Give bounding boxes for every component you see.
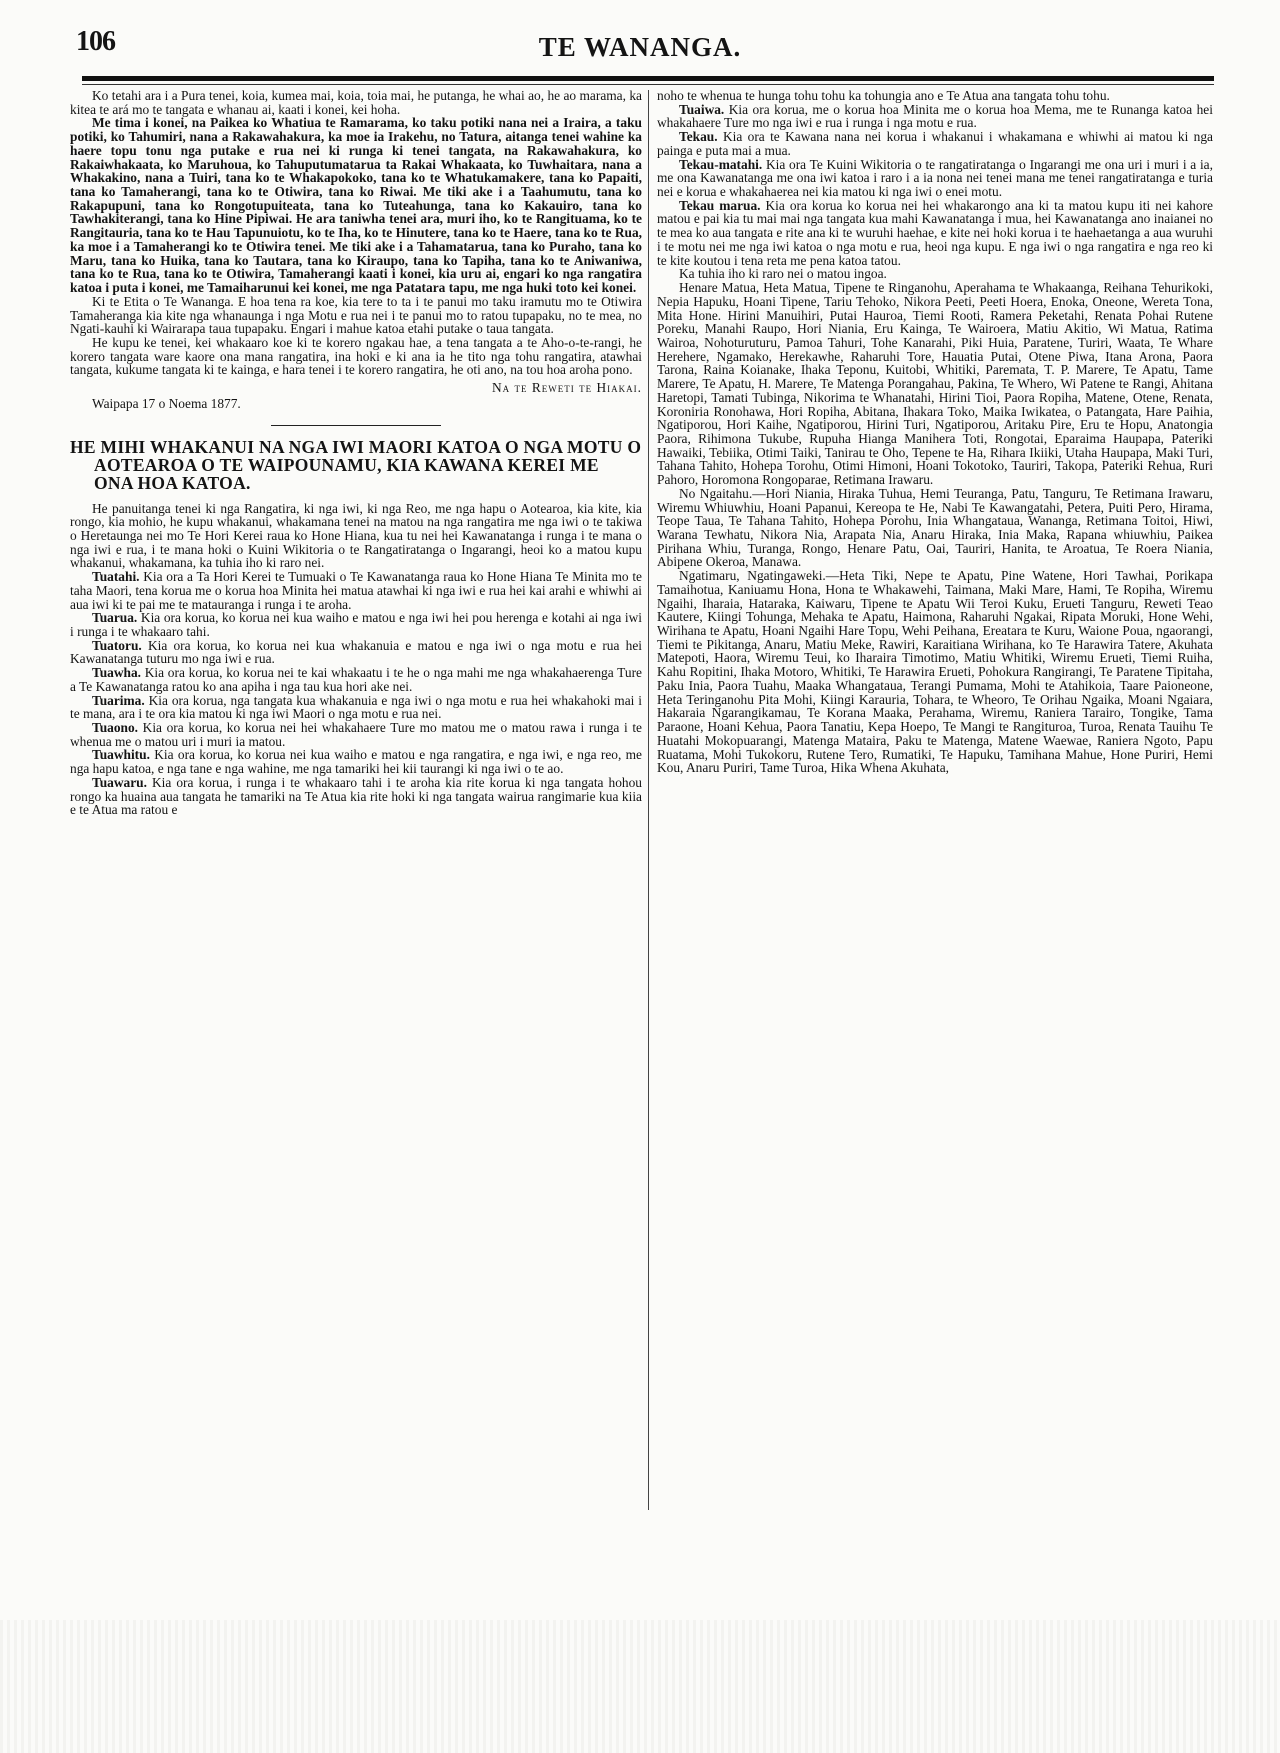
paragraph-text: Kia ora Te Kuini Wikitoria o te rangatiratanga o Ingarangi me ona uri i muri i a ia, me ona Kawanatanga me ona iwi katoa i raro i a ia nona nei tenei mana me tenei rangatiratanga e turia nei e korua e whakahaerea nei kia matou ki nga iwi o enei motu. (657, 156, 1213, 200)
numbered-paragraph (70, 666, 642, 693)
paragraph-text: Kia ora korua, me o korua hoa Minita me o korua hoa Mema, me te Runanga katoa hei whakahaere Ture mo nga iwi e rua i runga i nga motu e rua. (657, 101, 1213, 131)
header-rule-thick (82, 76, 1214, 81)
section-heading: HE MIHI WHAKANUI NA NGA IWI MAORI KATOA O NGA MOTU O AOTEAROA O TE WAIPOUNAMU, KIA KAWANA KEREI ME ONA HOA KATOA. (70, 436, 642, 493)
numbered-paragraph (70, 776, 642, 817)
numbered-paragraph (70, 721, 642, 748)
paragraph-text: Kia ora korua, ko korua nei te kai whakaatu i te he o nga mahi me nga whakahaerenga Ture a Te Kawanatanga ratou ko ana apiha i nga tau kua hori ake nei. (70, 665, 642, 694)
paragraph-lead: Tuarua. (92, 610, 138, 626)
page-number: 106 (76, 26, 115, 57)
right-column (657, 89, 1213, 775)
paragraph-text: Kia ora korua ko korua nei hei whakarongo ana ki ta matou kupu iti nei kahore matou e pai kia tu mai mai nga tangata kua mahi Kawanatanga i mua, hei Kawanatanga ano inaianei no te mea ko aua tangata e rite ana ki te wuruhi haehae, e kite nei hoki korua i te haehaetanga a aua wuruhi i te motu nei me nga iwi katoa o nga motu e rua, heoi nga kupu. E nga iwi o nga rangatira e nga reo ki te kite koutou i tena reta me pena katoa tatou. (657, 197, 1213, 268)
article-paragraph: Me tima i konei, na Paikea ko Whatiua te Ramarama, ko taku potiki nana nei a Iraira, a taku potiki, ko Tahumiri, nana a Rakawahakura, ka moe ia Irakehu, no Tatura, aitanga tenei wahine ka haere topu tonu nga putake e rua nei ki runga ki tenei tangata, na Rakawahakura, ko Rakaiwhakaata, ko Maruhoua, ko Tahuputumatarua ta Rakai Whakaata, ko Tuwhaitara, nana a Whakakino, nana a Tuiri, tana ko te Whakapokoko, tana ko te Whatukamakere, tana ko Papaiti, tana ko Tamaherangi, tana ko te Otiwira, tana ko Riwai. Me tiki ake i a Taahumutu, tana ko Rakapupuni, tana ko Rongotupuiteata, tana ko Tuteahunga, tana ko Kakauiro, tana ko Tawhakiterangi, tana ko Hine Pipiwai. He ara taniwha tenei ara, muri iho, ko te Rangituama, ko te Rangitauria, tana ko te Hau Tapunuiotu, ko te Iha, ko te Hinutere, tana ko te Haere, tana ko te Rua, ka moe i a Tamaherangi ko te Otiwira tenei. Me tiki ake i a Tahamatarua, tana ko Puraho, tana ko Maru, tana ko Huika, tana ko Tautara, tana ko Kiraupo, tana ko Tapiha, tana ko te Aniwaniwa, tana ko te Rua, tana ko te Otiwira, Tamaherangi kaati i konei, kia uru ai, engari ko nga rangatira katoa i puta i konei, me Tamaiharunui kei konei, me nga Patatara tapu, me nga huki toto kei konei. (70, 115, 642, 296)
article-paragraph: Ki te Etita o Te Wananga. E hoa tena ra koe, kia tere to ta i te panui mo taku iramutu mo te Otiwira Tamaheranga kia kite nga whanaunga i nga Motu e rua nei i te panui mo to ratou tupapaku, no te mea, no Ngati-kauhi ki Wairarapa taua tupapaku. Engari i mahue katoa etahi putake o taua tangata. (70, 293, 642, 337)
paragraph-text: Kia ora te Kawana nana nei korua i whakanui i whakamana e whiwhi ai matou ki nga painga e puta mai a mua. (657, 129, 1214, 158)
paragraph-lead: Tekau-matahi. (679, 156, 763, 172)
numbered-paragraph (657, 103, 1213, 130)
signatory-list-ngatimaru: Ngatimaru, Ngatingaweki.—Heta Tiki, Nepe te Apatu, Pine Watene, Hori Tawhai, Porikapa Tamaihotua, Kaniuamu Hona, Hona te Whakawehi, Taimana, Maki Mare, Hami, Te Ropiha, Wiremu Ngaihi, Iharaia, Hataraka, Kaiwaru, Tipene te Apatu Wii Teroi Kuku, Erueti Tanguru, Reweti Teao Kautere, Kiingi Tohunga, Mehaka te Apatu, Haimona, Raharuhi Ngakai, Ripata Moruki, Hone Wehi, Wirihana te Apatu, Hoani Ngaihi Hare Topu, Wehi Peihana, Ereatara te Kuru, Waione Poua, ngaorangi, Tiemi te Pikitanga, Anaru, Matiu Meke, Rawiri, Karaitiana Wirihana, ko Te Harawira Tatere, Akuhata Matepoti, Haora, Wiremu Teui, ko Iharaira Timotimo, Matiu Whitiki, Wiremu Erueti, Tiemi Ruiha, Kahu Ropitini, Ihaka Motoro, Whitiki, Te Harawira Erueti, Pohokura Rangirangi, Te Paratene Tipitaha, Paku Inia, Paora Tuahu, Maaka Whangataua, Terangi Pumama, Mohi te Atahikoia, Taare Paioneone, Heta Teringanohu Pita Mohi, Kiingi Karauria, Tohara, te Wheoro, Te Orihau Ngaika, Moani Ngaiara, Hakaraia Ngarangikamau, Te Korana Maaka, Perahama, Wiremu, Raniera Tarairo, Tongike, Tama Paraone, Hoani Kehua, Paora Tanatiu, Kepa Hoepo, Te Mangi te Rangituroa, Turoa, Renata Tauihu Te Huatahi Mokopuarangi, Matenga Mataira, Paku te Matenga, Matene Waewae, Raniera Ngoto, Papu Ruatama, Mohi Tukokoru, Rutene Tero, Rumatiki, Te Hapuku, Tamihana Mahue, Hone Puriri, Hemi Kou, Anaru Puriri, Tame Turoa, Hika Whena Akuhata, (657, 568, 1213, 776)
paragraph-lead: Tuaiwa. (679, 101, 725, 117)
numbered-paragraph (70, 611, 642, 638)
paragraph-lead: Tekau. (679, 129, 718, 145)
numbered-paragraph (70, 570, 642, 611)
numbered-paragraph (657, 130, 1213, 157)
masthead-title: TE WANANGA. (538, 32, 742, 62)
section-rule (271, 425, 441, 426)
continuation-paragraph: noho te whenua te hunga tohu tohu ka tohungia ano e Te Atua ana tangata tohu tohu. (657, 88, 1110, 103)
signature: Na te Reweti te Hiakai. (492, 380, 642, 396)
paragraph-lead: Tuatoru. (92, 637, 142, 653)
article-paragraph: Ko tetahi ara i a Pura tenei, koia, kumea mai, koia, toia mai, he putanga, he whai ao, he ao marama, ka kitea te ará mo te tangata e whanau ai, kaati i konei, kei hoha. (70, 88, 642, 117)
paragraph-text: Kia ora korua, i runga i te whakaaro tahi i te aroha kia rite korua ki nga tangata hohou rongo ka huaina aua tangata he tamariki na Te Atua kia rite hoki ki nga tangata wairua rangimarie kua kiia e te Atua ma ratou e (70, 774, 642, 818)
paragraph-text: Kia ora korua, ko korua nei hei whakahaere Ture mo matou me o matou rawa i runga i te whenua me o matou uri i muri ia matou. (70, 720, 642, 749)
article-paragraph: He kupu ke tenei, kei whakaaro koe ki te korero ngakau hae, a tena tangata a te Aho-o-te-rangi, he korero tangata ware kaore ona mana rangatira, ina hoki e ki ana ia he tito nga tohu rangatira, atawhai tangata, kukume tangata ki te kainga, e hara tenei i te korero rangatira, he oti ano, na tou hoa aroha pono. (70, 334, 642, 378)
paragraph-text: Kia ora korua, nga tangata kua whakanuia e nga iwi o nga motu e rua hei whakahoki mai i te mana, ara i te ora kia matou ki nga iwi Maori o nga motu e rua nei. (70, 692, 642, 722)
paragraph-lead: Tekau marua. (679, 197, 761, 213)
paragraph-lead: Tuatahi. (92, 569, 140, 585)
paragraph-text: Kia ora a Ta Hori Kerei te Tumuaki o Te Kawanatanga raua ko Hone Hiana Te Minita mo te taha Maori, tena korua me o korua hoa Minita hei matua atawhai ki nga iwi e rua hei kai arahi e whiwhi ai aua iwi ki te pai me te matauranga i runga i te aroha. (70, 569, 642, 612)
dateline: Waipapa 17 o Noema 1877. (92, 395, 241, 411)
left-column (70, 89, 642, 817)
signatory-list: Henare Matua, Heta Matua, Tipene te Ringanohu, Aperahama te Whakaanga, Reihana Tehurikoki, Nepia Hapuku, Hoani Tipene, Tariu Tehoko, Nikora Peeti, Peeti Hoera, Enoka, Oneone, Wereta Tona, Mita Hone. Hirini Manuihiri, Putai Hauroa, Tiemi Rooti, Ramera Peketahi, Renata Pohai Rutene Poreku, Manahi Raupo, Hori Niania, Eru Kainga, Te Wairoera, Matiu Akitio, Wi Matua, Ratima Wairoa, Nohoturuturu, Pamoa Tahuri, Tohe Kanarahi, Piki Huia, Paratene, Turiri, Waata, Te Whare Herehere, Ngamako, Herekawhe, Raharuhi Tore, Hauatia Putai, Otene Piwa, Itana Arona, Paora Tarona, Raina Koianake, Ihaka Teponu, Kuitobi, Whitiki, Paremata, T. P. Marere, Te Apatu, Tame Marere, Te Apatu, H. Marere, Te Matenga Porangahau, Pakina, Te Whero, Wi Patene te Rangi, Ahitana Haretopi, Tamati Tubinga, Nikorima te Whanatahi, Hirini Tioi, Paora Ropiha, Matene, Otene, Renata, Koroniria Ronohawa, Hori Ropiha, Abitana, Ihakara Toko, Maika Iwikatea, o Patangata, Hare Paihia, Ngatiporou, Hori Kaihe, Ngatiporou, Hirini Turi, Ngatiporou, Aritaku Pire, Eru te Hopu, Anatongia Paora, Rihimona Tukube, Rupuha Hianga Manihera Toti, Rongotai, Eparaima Haupapa, Pateriki Hawaiki, Tebiika, Otimi Taiki, Tanirau te Oho, Tepene te Ha, Rihara Ikiiki, Utaha Haupapa, Maki Turi, Tahana Tahito, Hohepa Torohu, Otimi Himoni, Hoani Tokotoko, Tauriri, Takopa, Pateriki Rehua, Ruri Pahoro, Horomona Rongoparae, Retimana Irawaru. (657, 280, 1213, 488)
numbered-paragraph (70, 748, 642, 775)
numbered-paragraph (70, 639, 642, 666)
paragraph-lead: Tuarima. (92, 692, 145, 708)
paragraph-lead: Tuawhitu. (92, 747, 150, 763)
numbered-paragraph (657, 199, 1213, 268)
signatory-list-ngaitahu: No Ngaitahu.—Hori Niania, Hiraka Tuhua, Hemi Teuranga, Patu, Tanguru, Te Retimana Irawaru, Wiremu Whiuwhiu, Hoani Papanui, Kereopa te He, Nabi Te Kawangatahi, Petera, Puiti Pero, Hirama, Teope Taua, Te Tahana Tahito, Hohepa Porohu, Inia Whangataua, Wananga, Retimana Toitoi, Hiwi, Warana Tewhatu, Nikora Nia, Arapata Nia, Anaru Hiraka, Inia Maka, Rapana whiuwhiu, Paikea Pirihana Whiu, Turanga, Rongo, Henare Patu, Oai, Tauriri, Hanita, te Aroatua, Te Roera Niania, Abipene Okeroa, Manawa. (657, 485, 1213, 570)
paragraph-lead: Tuawaru. (92, 774, 147, 790)
paragraph-lead: Tuaono. (92, 720, 139, 736)
paragraph-text: Kia ora korua, ko korua nei kua whakanuia e matou e nga iwi o nga motu e rua hei Kawanatanga tuturu mo nga iwi e rua. (70, 637, 642, 667)
paragraph-text: Kia ora korua, ko korua nei kua waiho e matou e nga rangatira, e nga iwi, e nga reo, me nga hapu katoa, e nga tane e nga wahine, me nga tamariki hei kii taurangi ki nga iwi o te ao. (70, 747, 642, 777)
paragraph-text: Kia ora korua, ko korua nei kua waiho e matou e nga iwi hei pou herenga e kotahi ai nga iwi i runga i te whakaaro tahi. (70, 610, 642, 639)
names-intro: Ka tuhia iho ki raro nei o matou ingoa. (679, 266, 887, 282)
page-bottom-margin (0, 1620, 1280, 1753)
numbered-paragraph (657, 158, 1213, 199)
numbered-paragraph (70, 694, 642, 721)
intro-paragraph: He panuitanga tenei ki nga Rangatira, ki nga iwi, ki nga Reo, me nga hapu o Aotearoa, kia kite, kia rongo, kia mohio, he kupu whakanui, whakamana tenei na matou na nga rangatira me nga iwi o te takiwa o Heretaunga nei mo Te Hori Kerei raua ko Hone Hiana, kua tu nei hei Kawanatanga i runga i te mana o nga iwi e rua, i te mana hoki o Kuini Wikitoria o te Rangatiratanga o Ingarangi, heoi ko a matou kupu whakanui, whakamana, ka tuhia iho ki raro nei. (70, 500, 642, 571)
paragraph-lead: Tuawha. (92, 665, 142, 681)
column-divider (648, 90, 649, 1510)
header-rule-thin (82, 84, 1214, 85)
